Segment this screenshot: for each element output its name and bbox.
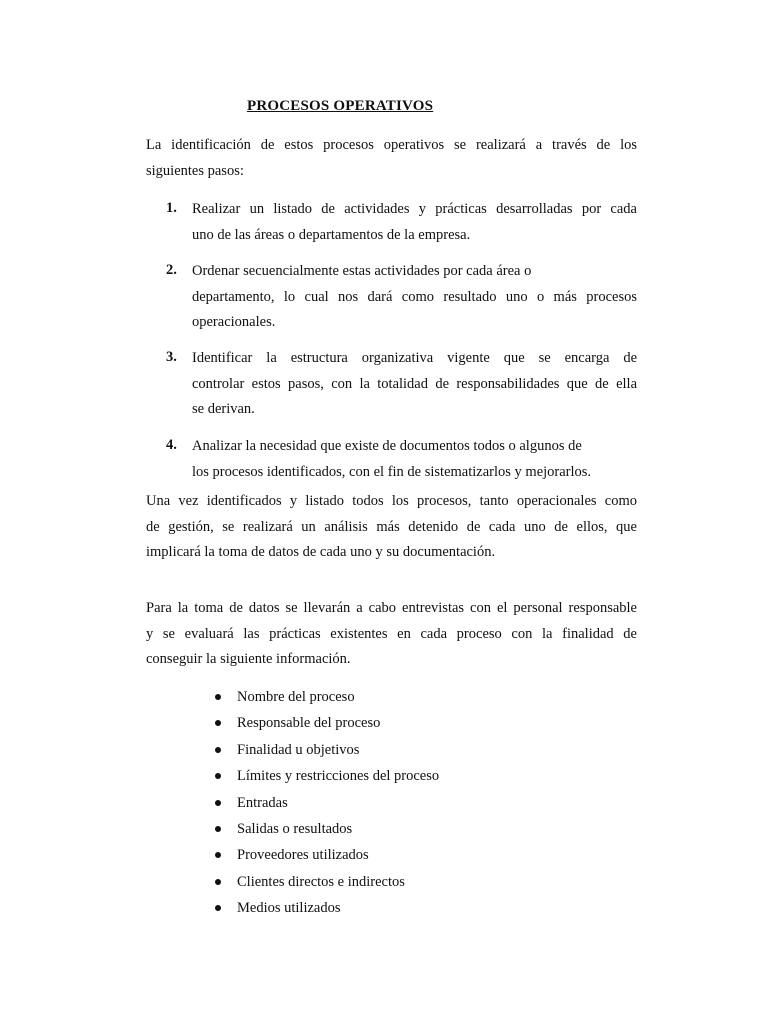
list-item-label: Medios utilizados: [237, 900, 341, 917]
list-item-label: Nombre del proceso: [237, 689, 355, 705]
step-line: operacionales.: [192, 314, 276, 330]
bullet-icon: [215, 694, 221, 700]
step-line: Analizar la necesidad que existe de documentos todos o algunos de: [192, 438, 582, 454]
list-item: [213, 710, 439, 736]
list-item-label: Responsable del proceso: [237, 715, 381, 732]
analysis-line: Una vez identificados y listado todos los procesos, tanto operacionales como: [146, 493, 637, 509]
step-line: se derivan.: [192, 401, 255, 417]
step-number: 4.: [166, 437, 177, 453]
list-item-label: Salidas o resultados: [237, 820, 353, 837]
step-line: los procesos identificados, con el fin de sistematizarlos y mejorarlos.: [192, 463, 592, 480]
data-collection-line: y se evaluará las prácticas existentes en cada proceso con la finalidad de: [146, 625, 637, 642]
information-bullet-list: [213, 684, 439, 922]
list-item: [213, 684, 439, 710]
data-collection-line: Para la toma de datos se llevarán a cabo entrevistas con el personal responsable: [146, 600, 637, 616]
intro-line: La identificación de estos procesos operativos se realizará a través de los: [146, 137, 637, 153]
list-item: [213, 816, 439, 842]
list-item-label: Entradas: [237, 794, 288, 811]
bullet-icon: [215, 747, 221, 753]
step-line: Identificar la estructura organizativa vigente que se encarga de: [192, 350, 637, 366]
step-text: [192, 259, 637, 336]
page-title: PROCESOS OPERATIVOS: [247, 98, 434, 114]
step-text: [192, 197, 637, 248]
data-collection-paragraph: [146, 596, 637, 673]
list-item-label: Finalidad u objetivos: [237, 741, 360, 758]
step-number: 2.: [166, 262, 177, 278]
step-line: Realizar un listado de actividades y prácticas desarrolladas por cada: [192, 201, 637, 217]
list-item: [213, 737, 439, 763]
intro-line: siguientes pasos:: [146, 162, 244, 179]
step-line: controlar estos pasos, con la totalidad de responsabilidades que de ella: [192, 375, 637, 392]
list-item-label: Límites y restricciones del proceso: [237, 768, 440, 785]
step-text: [192, 346, 637, 423]
step-line: departamento, lo cual nos dará como resultado uno o más procesos: [192, 288, 637, 305]
analysis-line: de gestión, se realizará un análisis más detenido de cada uno de ellos, que: [146, 518, 637, 535]
list-item-label: Proveedores utilizados: [237, 847, 369, 864]
list-item: [213, 790, 439, 816]
list-item: [213, 763, 439, 789]
step-line: Ordenar secuencialmente estas actividades por cada área o: [192, 263, 532, 279]
bullet-icon: [215, 879, 221, 885]
list-item: [213, 842, 439, 868]
data-collection-line: conseguir la siguiente información.: [146, 651, 351, 667]
bullet-icon: [215, 826, 221, 832]
intro-paragraph: [146, 133, 637, 184]
list-item: [213, 895, 439, 921]
bullet-icon: [215, 852, 221, 858]
step-number: 3.: [166, 349, 177, 365]
bullet-icon: [215, 905, 221, 911]
analysis-line: implicará la toma de datos de cada uno y su documentación.: [146, 544, 496, 560]
bullet-icon: [215, 800, 221, 806]
step-line: uno de las áreas o departamentos de la empresa.: [192, 226, 471, 243]
analysis-paragraph: [146, 489, 637, 566]
step-number: 1.: [166, 200, 177, 216]
list-item-label: Clientes directos e indirectos: [237, 873, 405, 890]
bullet-icon: [215, 773, 221, 779]
step-text: [192, 434, 637, 485]
list-item: [213, 869, 439, 895]
bullet-icon: [215, 720, 221, 726]
